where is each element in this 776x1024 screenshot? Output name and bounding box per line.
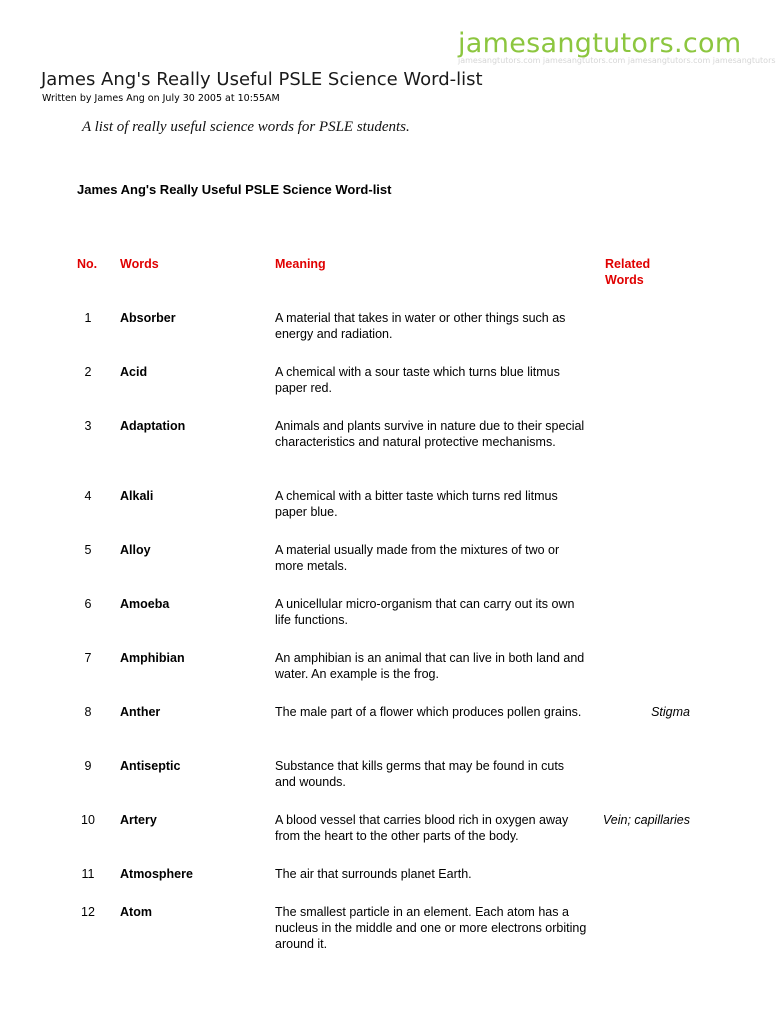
row-meaning: The male part of a flower which produces pollen grains. [275,705,582,719]
table-row [0,310,768,364]
row-number: 10 [81,813,95,827]
table-row [0,758,768,812]
row-word: Acid [120,365,148,379]
row-number: 4 [84,489,92,503]
header-related: Related Words [605,257,651,288]
table-row [0,596,768,650]
row-word: Artery [120,813,157,827]
row-word: Anther [120,705,161,719]
word-list-table [0,256,768,958]
row-word: Amoeba [120,597,170,611]
table-row [0,904,768,958]
row-word: Alloy [120,543,151,557]
row-meaning: A material that takes in water or other things such as energy and radiation. [275,311,566,342]
row-word: Amphibian [120,651,185,665]
row-word: Adaptation [120,419,186,433]
row-meaning: A unicellular micro-organism that can carry out its own life functions. [275,597,575,628]
table-row [0,364,768,418]
table-row [0,488,768,542]
row-number: 8 [84,705,92,719]
table-row [0,418,768,488]
row-meaning: A chemical with a bitter taste which turns red litmus paper blue. [275,489,558,520]
header-words: Words [120,257,159,271]
row-meaning: The smallest particle in an element. Each atom has a nucleus in the middle and one or more electrons orbiting around it. [275,905,587,952]
row-number: 11 [81,867,95,881]
logo-reflection: jamesangtutors.com jamesangtutors.com jamesangtutors.com jamesangtutors [458,56,776,65]
row-number: 6 [84,597,92,611]
row-word: Atmosphere [120,867,193,881]
intro-text: A list of really useful science words for PSLE students. [82,119,410,135]
row-meaning: A material usually made from the mixtures of two or more metals. [275,543,560,574]
table-row [0,650,768,704]
header-no: No. [77,257,98,271]
row-word: Alkali [120,489,154,503]
table-header [0,256,768,310]
row-meaning: Animals and plants survive in nature due to their special characteristics and natural protective mechanisms. [275,419,585,450]
row-meaning: The air that surrounds planet Earth. [275,867,472,881]
row-number: 12 [81,905,95,919]
row-number: 9 [84,759,92,773]
row-number: 7 [84,651,92,665]
table-row [0,542,768,596]
row-number: 3 [84,419,92,433]
table-row [0,812,768,866]
table-row [0,704,768,758]
row-number: 2 [84,365,92,379]
row-number: 5 [84,543,92,557]
table-row [0,866,768,904]
table-body [0,310,768,958]
header-meaning: Meaning [275,257,326,271]
row-number: 1 [84,311,92,325]
row-meaning: A chemical with a sour taste which turns blue litmus paper red. [275,365,560,396]
row-related-words: Stigma [651,705,690,719]
byline: Written by James Ang on July 30 2005 at 10:55AM [42,93,280,104]
row-word: Antiseptic [120,759,181,773]
row-meaning: A blood vessel that carries blood rich in oxygen away from the heart to the other parts of the body. [275,813,569,844]
document-heading: James Ang's Really Useful PSLE Science Word-list [77,182,392,197]
site-logo[interactable]: jamesangtutors.com [458,28,742,59]
row-word: Atom [120,905,152,919]
row-meaning: An amphibian is an animal that can live in both land and water. An example is the frog. [275,651,585,682]
row-related-words: Vein; capillaries [602,813,690,827]
page-title: James Ang's Really Useful PSLE Science Word-list [41,69,483,90]
row-meaning: Substance that kills germs that may be found in cuts and wounds. [275,759,565,790]
row-word: Absorber [120,311,176,325]
